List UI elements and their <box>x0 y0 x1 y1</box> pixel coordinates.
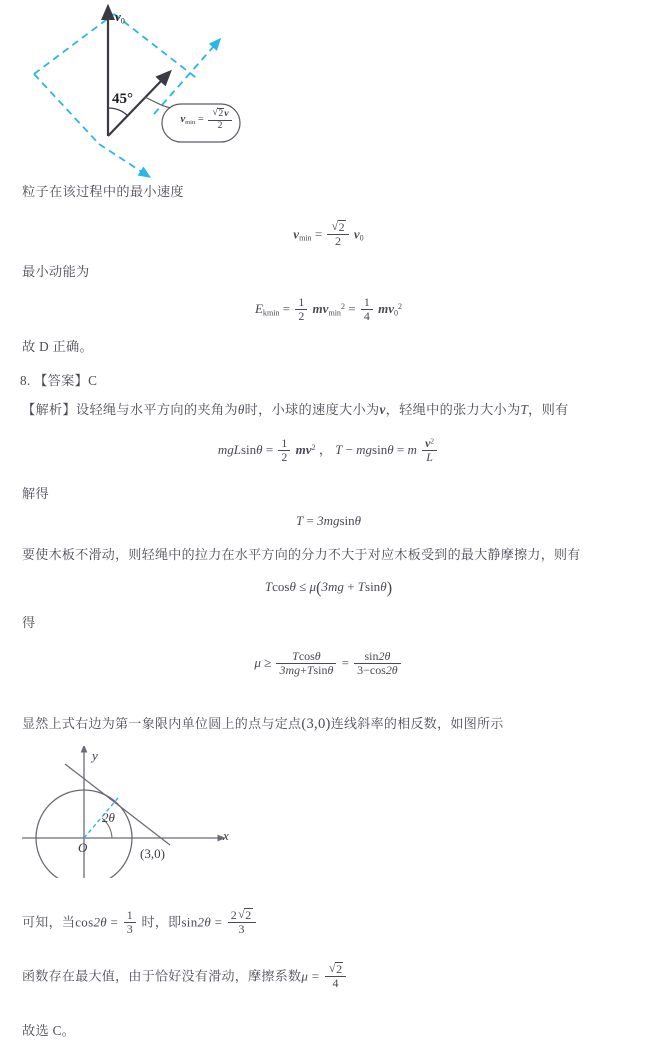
answer-value: C <box>88 373 98 388</box>
text-min-speed: 粒子在该过程中的最小速度 <box>22 184 184 199</box>
question-answer-line <box>20 371 97 391</box>
t-symbol: T <box>520 402 529 417</box>
analysis-label: 【解析】 <box>22 402 76 417</box>
callout-formula: $v_{min}$ = √ $\frac{2v}{2}$ <box>172 108 242 131</box>
angle-arc <box>108 108 128 116</box>
analysis-intro: 【解析】设轻绳与水平方向的夹角为θ时，小球的速度大小为v，轻绳中的张力大小为T，则有 <box>22 402 569 417</box>
equation-tension: T = 3mgsinθ <box>295 513 362 528</box>
equation-comma: ， <box>318 442 332 458</box>
v0-label: $v_0$ <box>115 9 125 26</box>
velocity-vector-figure <box>14 4 344 180</box>
answer-bracket-label: 【答案】 <box>34 373 89 388</box>
dashed-line-upper-left <box>34 14 114 74</box>
fraction-sqrt2-over-2: √ $\frac{2}{2}$ <box>327 220 348 248</box>
text-max-value: 函数存在最大值，由于恰好没有滑动，摩擦系数μ = √ $\frac{2}{4}$ <box>22 962 348 990</box>
equation-friction-condition: Tcosθ ≤ μ(3mg + Tsinθ) <box>264 578 393 597</box>
v-symbol: v <box>379 402 386 417</box>
text-slope-explanation: 显然上式右边为第一象限内单位圆上的点与定点(3,0)连线斜率的相反数，如图所示 <box>22 716 504 732</box>
angle-2theta-label: 2θ <box>102 810 115 825</box>
fraction-tcos-over-3mg: $\frac{Tcos\theta}{3mg+Tsin\theta}$ <box>276 650 336 677</box>
origin-label: O <box>78 840 88 855</box>
x-axis-label: x <box>223 828 229 843</box>
vmin-vector-arrow <box>108 80 162 136</box>
fraction-vsq-over-L: $\frac{v^2}{L}$ <box>422 437 437 464</box>
fraction-one-half: $\frac{1}{2}$ <box>295 296 307 323</box>
fraction-one-half-2: $\frac{1}{2}$ <box>278 437 290 464</box>
callout-leader <box>145 97 174 108</box>
fraction-one-quarter: $\frac{1}{4}$ <box>361 296 373 323</box>
text-solve: 解得 <box>22 486 49 501</box>
text-get: 得 <box>22 615 36 630</box>
equation-min-speed: $v_{min}$ = √ $\frac{2}{2}$ $v_0$ <box>0 220 657 248</box>
fraction-sin2t-over-3mcos2t: $\frac{\sin 2\theta}{3-\cos 2\theta}$ <box>354 650 401 677</box>
dashed-arrow-down-right <box>99 144 142 172</box>
angle-label-45: 45° <box>112 91 133 107</box>
fraction-sqrt2-over-4: √ $\frac{2}{4}$ <box>325 962 347 990</box>
dashed-line-lower-left <box>34 74 99 144</box>
equation-energy-and-newton: mgLsinθ = $\frac{1}{2}$ $mv^2$ ， T − mgsinθ = m $\frac{v^2}{L}$ <box>0 437 657 464</box>
question-number: 8. <box>20 373 31 388</box>
text-min-kinetic-energy: 最小动能为 <box>22 264 90 279</box>
velocity-vector-svg <box>14 4 344 180</box>
text-conclusion-d: 故 D 正确。 <box>22 339 93 354</box>
dashed-line-upper-right <box>114 14 199 80</box>
unit-circle-figure <box>22 746 282 878</box>
text-choose-c: 故选 C。 <box>22 1023 76 1038</box>
fixed-point-label: (3,0) <box>301 716 331 732</box>
point-3-0-label: (3,0) <box>140 846 165 861</box>
fraction-2sqrt2-over-3: $\frac{2 √ 2}{3}$ <box>228 908 256 936</box>
equation-min-kinetic-energy: $E_{kmin}$ = $\frac{1}{2}$ $mv_{min}^2$ = $\frac{1}{4}$ $mv_0^2$ <box>254 295 403 323</box>
fraction-one-third: $\frac{1}{3}$ <box>124 909 136 936</box>
theta-symbol: θ <box>237 402 245 417</box>
equation-mu-inequality: μ ≥ $\frac{Tcos\theta}{3mg+Tsin\theta}$ = $\frac{\sin 2\theta}{3-\cos 2\theta}$ <box>0 650 657 677</box>
callout-fraction: √ $\frac{2v}{2}$ <box>208 108 231 131</box>
secant-line <box>65 764 170 845</box>
text-cos-value: 可知，当cos2θ = $\frac{1}{3}$ 时，即sin2θ = $\frac{2 √ 2}{3}$ <box>22 908 258 936</box>
y-axis-label: y <box>92 748 98 763</box>
text-no-slide-condition: 要使木板不滑动，则轻绳中的拉力在水平方向的分力不大于对应木板受到的最大静摩擦力，则有 <box>22 547 581 562</box>
